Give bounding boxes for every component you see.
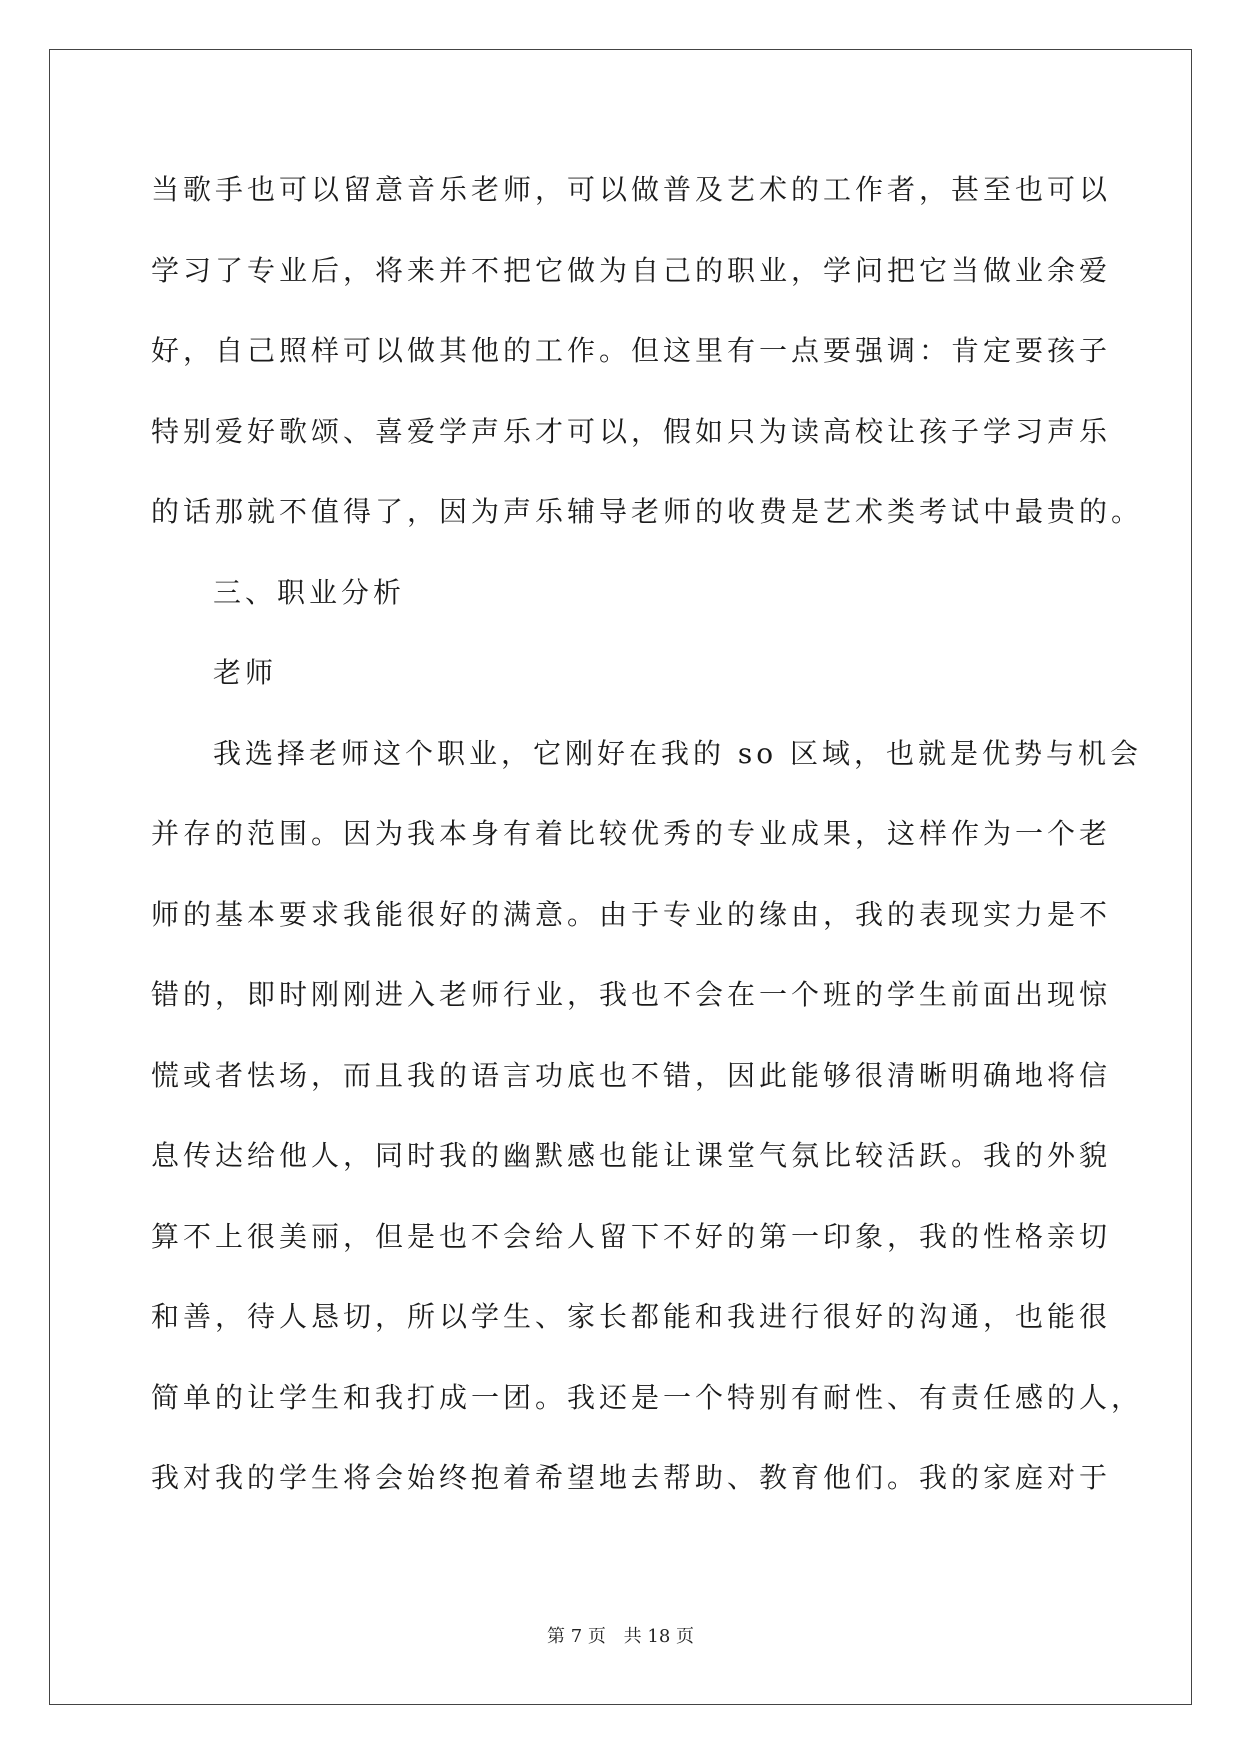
text-line: 师的基本要求我能很好的满意。由于专业的缘由，我的表现实力是不 xyxy=(151,897,1112,931)
text-line: 慌或者怯场，而且我的语言功底也不错，因此能够很清晰明确地将信 xyxy=(151,1058,1112,1092)
text-line: 我对我的学生将会始终抱着希望地去帮助、教育他们。我的家庭对于 xyxy=(151,1461,1112,1494)
text-line: 错的，即时刚刚进入老师行业，我也不会在一个班的学生前面出现惊 xyxy=(151,978,1112,1011)
page-number-total: 共 18 页 xyxy=(623,1626,694,1647)
page-number-current: 第 7 页 xyxy=(547,1626,606,1647)
text-line: 和善，待人恳切，所以学生、家长都能和我进行很好的沟通，也能很 xyxy=(151,1300,1112,1333)
page-footer xyxy=(0,1622,1241,1648)
subsection-heading: 老师 xyxy=(213,656,278,689)
text-line: 我选择老师这个职业，它刚好在我的 so 区域，也就是优势与机会 xyxy=(213,736,1143,770)
text-line: 好，自己照样可以做其他的工作。但这里有一点要强调：肯定要孩子 xyxy=(151,334,1112,367)
text-line: 并存的范围。因为我本身有着比较优秀的专业成果，这样作为一个老 xyxy=(151,817,1112,850)
text-line: 当歌手也可以留意音乐老师，可以做普及艺术的工作者，甚至也可以 xyxy=(151,173,1112,206)
document-body xyxy=(151,150,1144,1519)
text-line: 息传达给他人，同时我的幽默感也能让课堂气氛比较活跃。我的外貌 xyxy=(151,1139,1112,1172)
text-line: 算不上很美丽，但是也不会给人留下不好的第一印象，我的性格亲切 xyxy=(151,1219,1112,1253)
text-line: 学习了专业后，将来并不把它做为自己的职业，学问把它当做业余爱 xyxy=(151,253,1112,287)
text-line: 的话那就不值得了，因为声乐辅导老师的收费是艺术类考试中最贵的。 xyxy=(151,495,1144,528)
section-heading: 三、职业分析 xyxy=(213,575,406,609)
text-line: 特别爱好歌颂、喜爱学声乐才可以，假如只为读高校让孩子学习声乐 xyxy=(151,414,1112,448)
text-line: 简单的让学生和我打成一团。我还是一个特别有耐性、有责任感的人， xyxy=(151,1380,1144,1414)
